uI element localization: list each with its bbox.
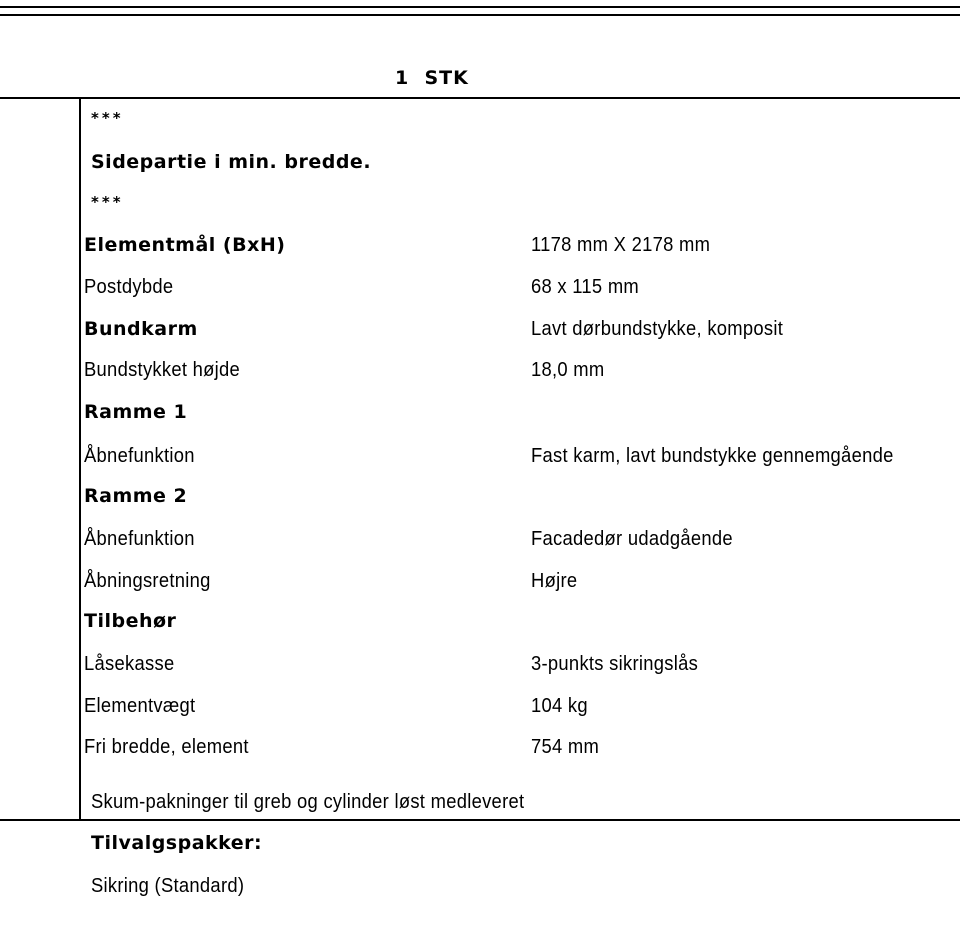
stars-bottom: ***: [91, 193, 124, 211]
spec-value: 754 mm: [531, 736, 600, 758]
spec-label: Elementmål (BxH): [84, 234, 286, 256]
top-rule-outer: [0, 6, 960, 8]
section-heading-ramme-1: Ramme 1: [84, 401, 188, 423]
spec-value: 104 kg: [531, 695, 588, 717]
intro-note: Sidepartie i min. bredde.: [91, 151, 372, 173]
quantity-heading: 1 STK: [395, 67, 469, 89]
top-rule-inner: [0, 14, 960, 16]
footer-note: Skum-pakninger til greb og cylinder løst medleveret: [91, 791, 525, 813]
section-heading-tilbehor: Tilbehør: [84, 610, 177, 632]
spec-label: Bundstykket højde: [84, 359, 241, 381]
spec-label: Åbningsretning: [84, 570, 211, 592]
spec-value: 68 x 115 mm: [531, 276, 640, 298]
stars-top: ***: [91, 109, 124, 127]
spec-label: Postdybde: [84, 276, 174, 298]
section-heading-ramme-2: Ramme 2: [84, 485, 188, 507]
spec-label: Bundkarm: [84, 318, 198, 340]
spec-label: Åbnefunktion: [84, 528, 195, 550]
spec-label: Fri bredde, element: [84, 736, 249, 758]
spec-value: Lavt dørbundstykke, komposit: [531, 318, 784, 340]
spec-value: 1178 mm X 2178 mm: [531, 234, 711, 256]
spec-value: 3-punkts sikringslås: [531, 653, 699, 675]
bottom-rule: [0, 819, 960, 821]
spec-value: 18,0 mm: [531, 359, 605, 381]
spec-label: Åbnefunktion: [84, 445, 195, 467]
spec-label: Låsekasse: [84, 653, 175, 675]
options-heading: Tilvalgspakker:: [91, 832, 263, 854]
header-rule: [0, 97, 960, 99]
spec-label: Elementvægt: [84, 695, 196, 717]
spec-value: Højre: [531, 570, 578, 592]
spec-value: Facadedør udadgående: [531, 528, 733, 550]
option-item: Sikring (Standard): [91, 875, 245, 897]
spec-value: Fast karm, lavt bundstykke gennemgående: [531, 445, 894, 467]
column-divider: [79, 98, 81, 820]
